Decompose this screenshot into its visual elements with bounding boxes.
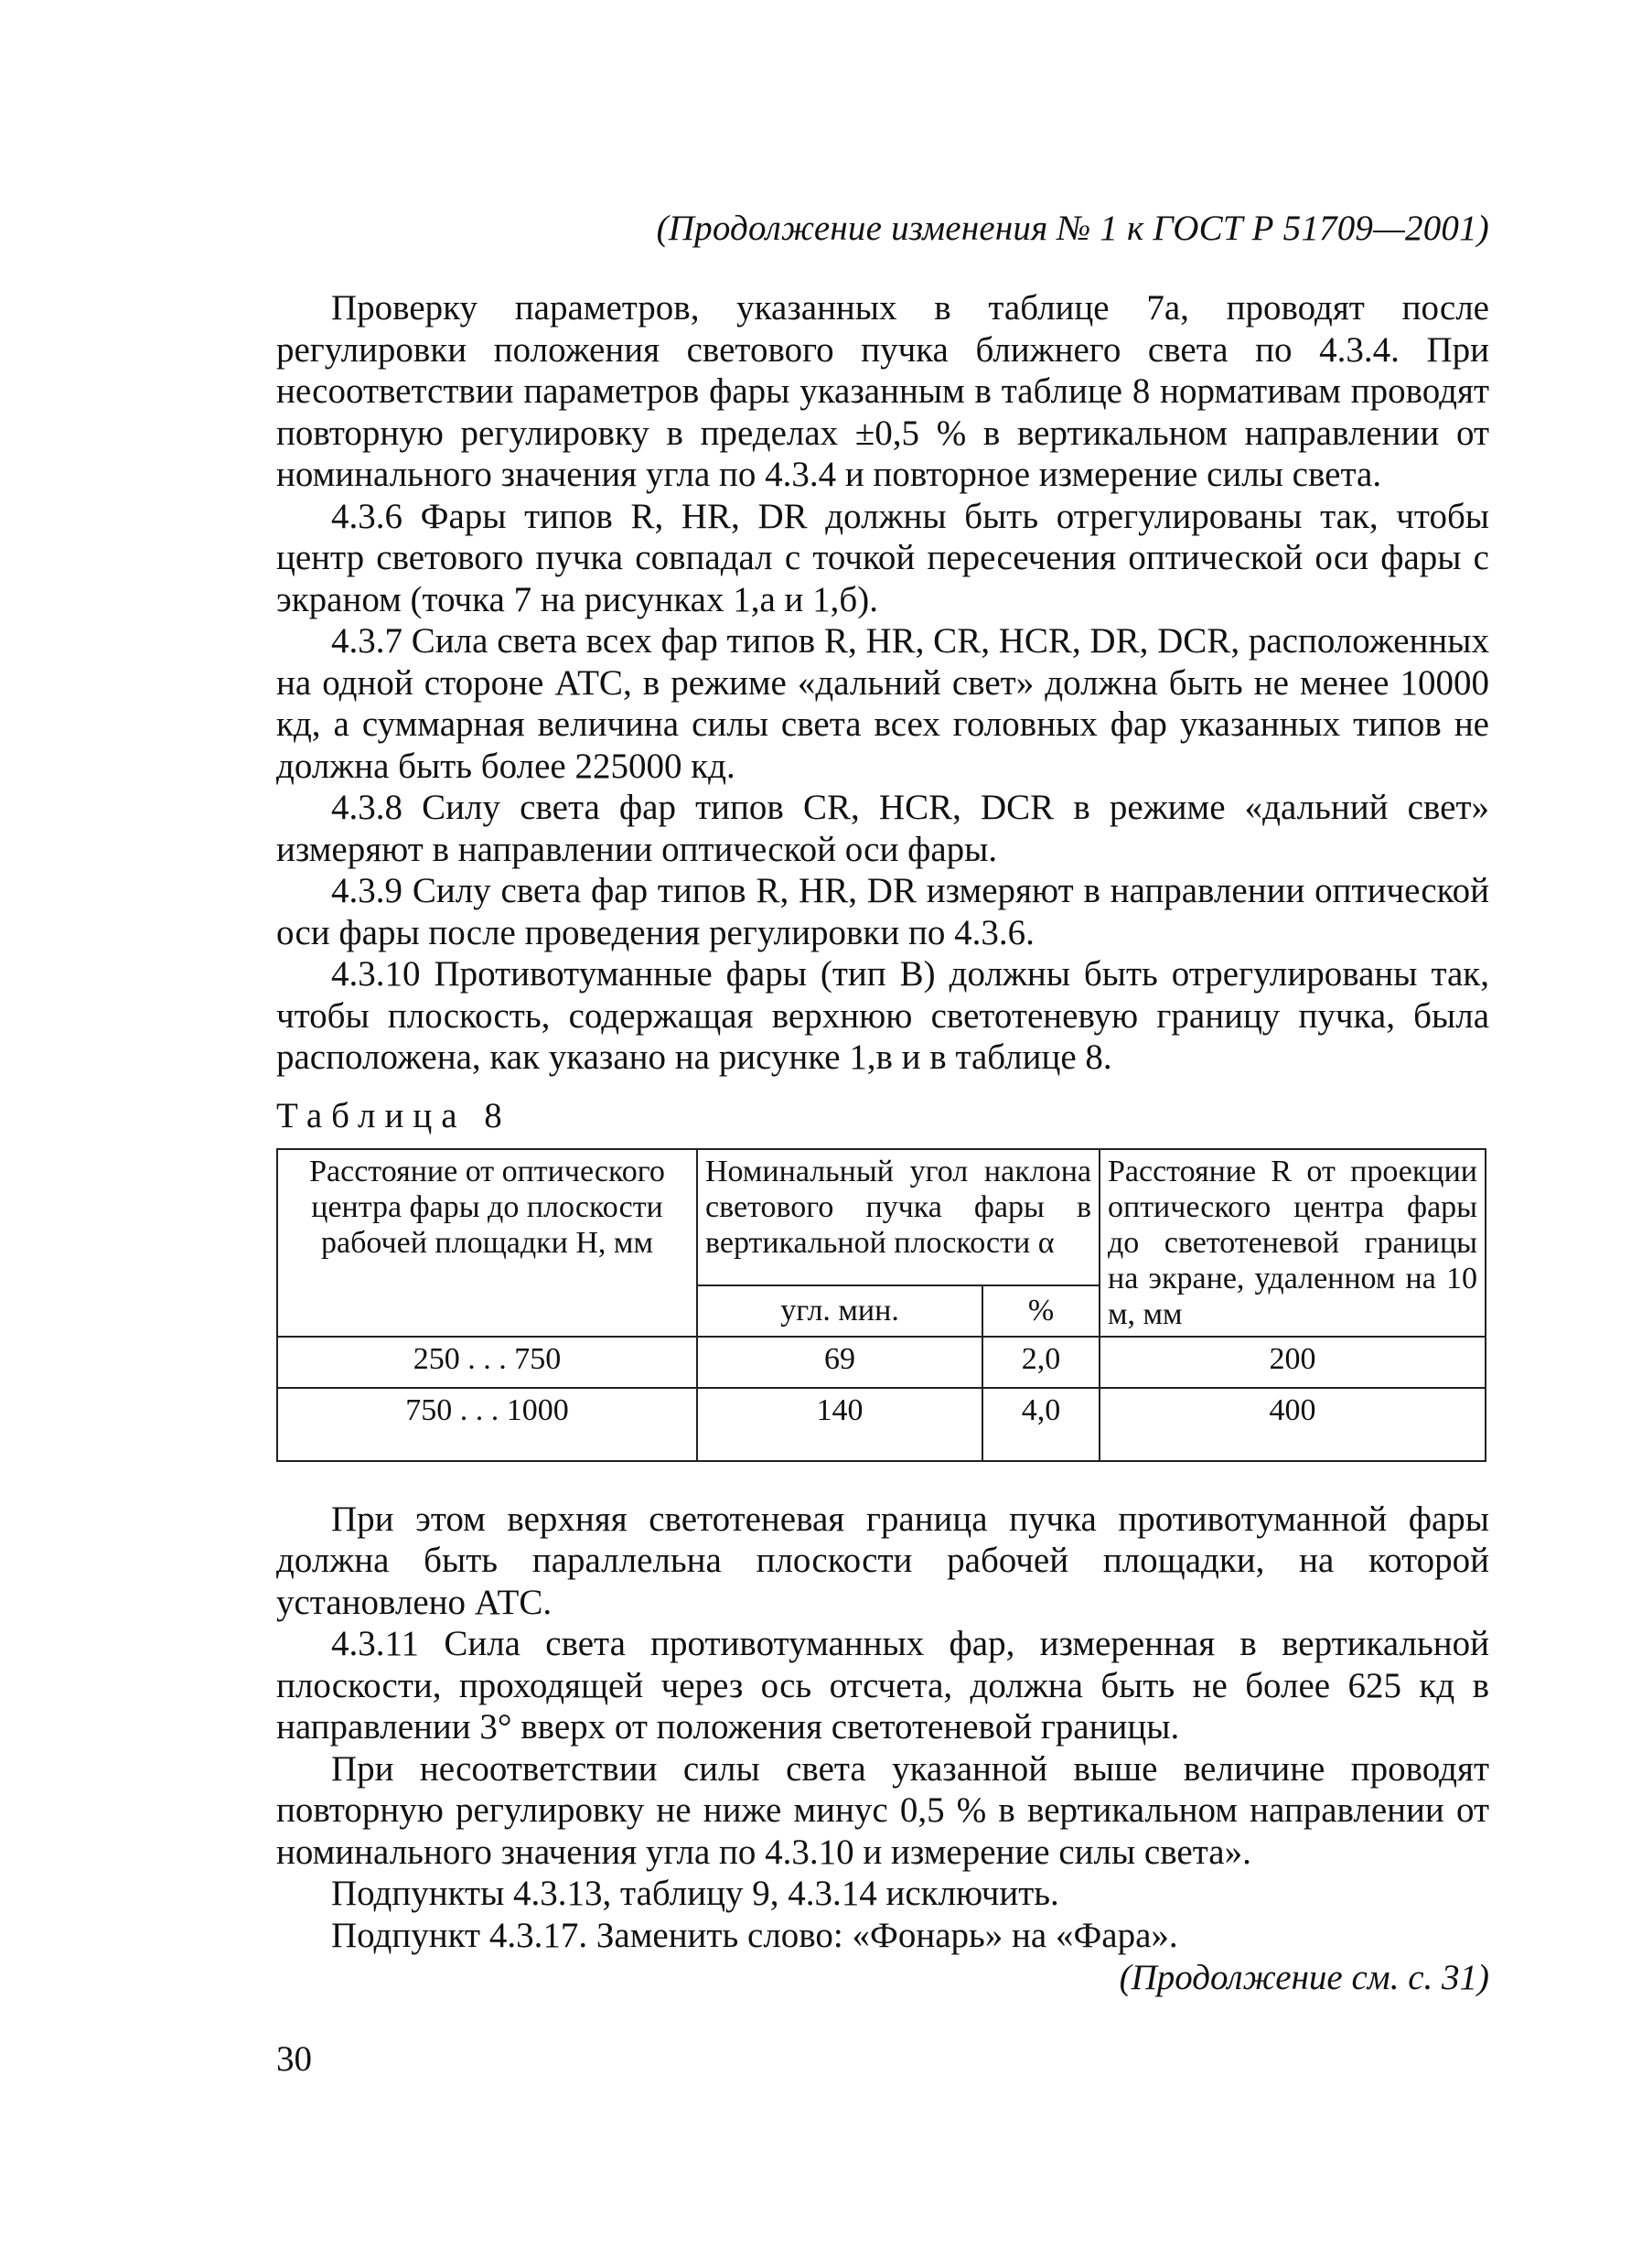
col-header-distance-h: Расстояние от оптического центра фары до плоскости рабочей площадки H, мм bbox=[277, 1149, 697, 1337]
paragraph: 4.3.6 Фары типов R, HR, DR должны быть отрегулированы так, чтобы центр светового пучка совпадал с точкой пересечения оптической оси фары с экраном (точка 7 на рисунках 1,а и 1,б). bbox=[276, 496, 1489, 619]
table-caption: Таблица 8 bbox=[276, 1095, 511, 1135]
cell-r: 400 bbox=[1100, 1388, 1486, 1461]
table-row bbox=[277, 1337, 1486, 1388]
cell-percent: 2,0 bbox=[982, 1337, 1100, 1388]
paragraph: 4.3.9 Силу света фар типов R, HR, DR измеряют в направлении оптической оси фары после проведения регулировки по 4.3.6. bbox=[276, 871, 1489, 952]
paragraph: 4.3.11 Сила света противотуманных фар, измеренная в вертикальной плоскости, проходящей через ось отсчета, должна быть не более 625 кд в направлении 3° вверх от положения светотеневой границы. bbox=[276, 1624, 1489, 1747]
running-header: (Продолжение изменения № 1 к ГОСТ Р 51709—2001) bbox=[656, 209, 1489, 248]
table-row bbox=[277, 1388, 1486, 1461]
table-8 bbox=[276, 1148, 1486, 1462]
table-header-row bbox=[277, 1149, 1486, 1285]
continuation-note: (Продолжение см. с. 31) bbox=[1119, 1958, 1489, 1997]
cell-distance: 250 . . . 750 bbox=[277, 1337, 697, 1388]
paragraph: При несоответствии силы света указанной выше величине проводят повторную регулировку не ниже минус 0,5 % в вертикальном направлении от номинального значения угла по 4.3.10 и измерение силы света». bbox=[276, 1748, 1489, 1872]
cell-minutes: 140 bbox=[697, 1388, 982, 1461]
paragraph: Проверку параметров, указанных в таблице 7а, проводят после регулировки положения светового пучка ближнего света по 4.3.4. При несоответствии параметров фары указанным в таблице 8 нормативам проводят повторную регулировку в пределах ±0,5 % в вертикальном направлении от номинального значения угла по 4.3.4 и повторное измерение силы света. bbox=[276, 288, 1489, 494]
paragraph: 4.3.7 Сила света всех фар типов R, HR, CR, HCR, DR, DCR, расположенных на одной стороне АТС, в режиме «дальний свет» должна быть не менее 10000 кд, а суммарная величина силы света всех головных фар указанных типов не должна быть более 225000 кд. bbox=[276, 621, 1489, 786]
subheader-minutes: угл. мин. bbox=[697, 1285, 982, 1337]
paragraph: Подпункты 4.3.13, таблицу 9, 4.3.14 исключить. bbox=[331, 1874, 1059, 1913]
paragraph: Подпункт 4.3.17. Заменить слово: «Фонарь» на «Фара». bbox=[331, 1915, 1178, 1955]
cell-percent: 4,0 bbox=[982, 1388, 1100, 1461]
subheader-percent: % bbox=[982, 1285, 1100, 1337]
paragraph: 4.3.10 Противотуманные фары (тип В) должны быть отрегулированы так, чтобы плоскость, содержащая верхнюю светотеневую границу пучка, была расположена, как указано на рисунке 1,в и в таблице 8. bbox=[276, 954, 1489, 1077]
paragraph: При этом верхняя светотеневая граница пучка противотуманной фары должна быть параллельна плоскости рабочей площадки, на которой установлено АТС. bbox=[276, 1499, 1489, 1622]
cell-r: 200 bbox=[1100, 1337, 1486, 1388]
cell-minutes: 69 bbox=[697, 1337, 982, 1388]
col-header-distance-r: Расстояние R от проекции оптического центра фары до светотеневой границы на экране, удаленном на 10 м, мм bbox=[1100, 1149, 1486, 1337]
cell-distance: 750 . . . 1000 bbox=[277, 1388, 697, 1461]
paragraph: 4.3.8 Силу света фар типов CR, HCR, DCR в режиме «дальний свет» измеряют в направлении оптической оси фары. bbox=[276, 788, 1489, 869]
col-header-angle: Номинальный угол наклона светового пучка фары в вертикальной плоскости α bbox=[697, 1149, 1100, 1285]
page-content bbox=[276, 207, 1489, 2000]
page-number: 30 bbox=[276, 2039, 312, 2079]
